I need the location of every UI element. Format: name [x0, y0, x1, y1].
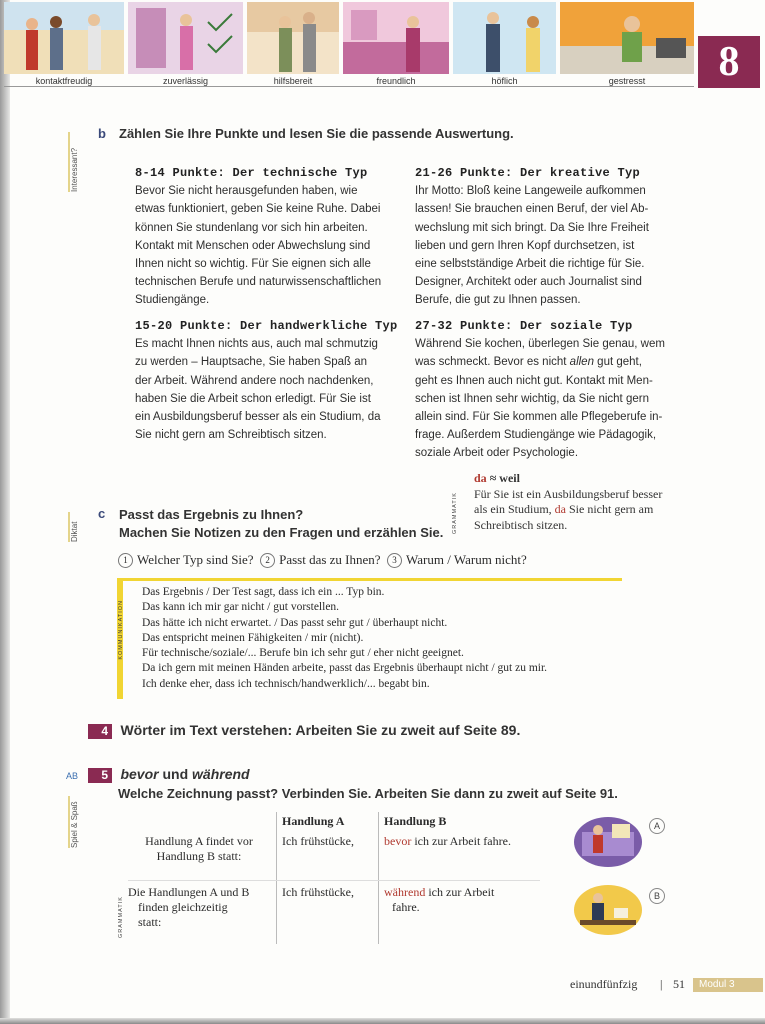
side-tab-spiel-spass: Spiel & Spaß: [68, 796, 80, 848]
modul-badge: Modul 3: [693, 978, 763, 992]
task-b-instruction: Zählen Sie Ihre Punkte und lesen Sie die passende Auswertung.: [119, 126, 514, 141]
table-grammar-label: GRAMMATIK: [118, 896, 124, 938]
caption-freundlich: freundlich: [376, 76, 416, 86]
phrase: Das Ergebnis / Der Test sagt, dass ich ein ... Typ bin.: [142, 586, 385, 598]
illustration-hilfsbereit: [247, 2, 339, 74]
illustration-kontaktfreudig: [4, 2, 124, 74]
phrase: Da ich gern mit meinen Händen arbeite, passt das Ergebnis überhaupt nicht / gut zu mir.: [142, 662, 548, 675]
type-line: [415, 353, 685, 371]
caption-hoeflich: höflich: [491, 76, 518, 86]
caption-kontaktfreudig: kontaktfreudig: [35, 76, 93, 86]
type-line: wechslung mit sich bringt. Da Sie Ihre Freiheit: [415, 221, 649, 234]
row1-handlung-b: [384, 834, 511, 849]
phrase: Das hätte ich nicht erwartet. / Das passt sehr gut / überhaupt nicht.: [142, 616, 448, 629]
type-title: 8-14 Punkte: Der technische Typ: [135, 166, 368, 180]
type-line: Bevor Sie nicht herausgefunden haben, wie: [135, 185, 358, 198]
text-line: [384, 885, 494, 900]
text-fragment: als ein Studium,: [474, 502, 555, 516]
text-fragment: was schmeckt. Bevor es nicht: [415, 356, 570, 369]
task-b-letter: b: [98, 126, 106, 141]
type-line: allein sind. Für Sie kommen alle Pflegeberufe in-: [415, 411, 663, 424]
text-line: fahre.: [392, 900, 420, 914]
type-line: Studiengänge.: [135, 294, 210, 307]
type-line: Während Sie kochen, überlegen Sie genau, wem: [415, 338, 665, 351]
text-fragment: ich zur Arbeit fahre.: [411, 834, 511, 848]
footer-page-number: 51: [673, 977, 685, 991]
type-line: der Arbeit. Während andere noch nachdenken,: [135, 374, 374, 387]
table-header-a: Handlung A: [282, 814, 345, 828]
grammar-title-da: da: [474, 471, 487, 485]
type-line: geht es Ihnen auch nicht gut. Kontakt mit Men-: [415, 374, 653, 387]
grammar-title-rest: ≈ weil: [486, 471, 520, 485]
task-c-letter: c: [98, 506, 106, 521]
task-4-text: Wörter im Text verstehen: Arbeiten Sie zu zweit auf Seite 89.: [120, 722, 521, 738]
task-5-title: [120, 766, 249, 782]
type-line: können Sie stundenlang vor sich hin arbeiten.: [135, 221, 368, 234]
type-line: lassen! Sie brauchen einen Beruf, der viel Ab-: [415, 203, 649, 216]
drawing-a: [572, 814, 644, 870]
side-tab-diktat: Diktat: [68, 512, 80, 542]
label-line: Handlung B statt:: [156, 849, 242, 863]
row1-label: [128, 834, 270, 864]
question-text: Warum / Warum nicht?: [406, 552, 527, 567]
grammar-da: da: [554, 502, 566, 516]
type-title: 15-20 Punkte: Der handwerkliche Typ: [135, 319, 398, 333]
grammar-line: Für Sie ist ein Ausbildungsberuf besser: [474, 486, 663, 501]
task-c-instruction: [119, 506, 443, 542]
grammar-line: [474, 502, 662, 518]
type-technisch: [135, 164, 405, 310]
task-5-instruction: Welche Zeichnung passt? Verbinden Sie. Arbeiten Sie dann zu zweit auf Seite 91.: [118, 786, 618, 801]
side-tab-interessant: Interessant?: [68, 132, 80, 192]
type-line: Ihnen nicht so wichtig. Für Sie eignen sich alle: [135, 258, 371, 271]
row2-handlung-a: Ich frühstücke,: [282, 885, 354, 899]
illustration-strip: [4, 2, 694, 88]
caption-zuverlaessig: zuverlässig: [162, 76, 209, 86]
drawing-b-label: B: [649, 888, 665, 904]
question-text: Welcher Typ sind Sie?: [137, 552, 254, 567]
type-title: 27-32 Punkte: Der soziale Typ: [415, 319, 633, 333]
task-c-line: Passt das Ergebnis zu Ihnen?: [119, 507, 304, 522]
kommunikation-label: KOMMUNIKATION: [118, 600, 124, 660]
header-rule: [4, 86, 694, 87]
illustration-hoeflich: [453, 2, 556, 74]
question-text: Passt das zu Ihnen?: [279, 552, 381, 567]
task-4: [88, 722, 520, 740]
chapter-number: 8: [698, 36, 760, 88]
type-line: schen ist Ihnen sehr wichtig, da Sie nicht gern: [415, 392, 649, 405]
text-fragment: gut geht,: [593, 356, 642, 369]
label-line: Handlung A findet vor: [145, 834, 253, 848]
task-4-number: 4: [88, 724, 112, 739]
grammar-label: GRAMMATIK: [452, 492, 458, 534]
task-5: [88, 766, 250, 784]
task-5-und: und: [158, 766, 193, 782]
illustration-freundlich: [343, 2, 449, 74]
label-line: finden gleichzeitig: [138, 900, 228, 914]
question-number: 3: [387, 553, 402, 568]
row2-label: [128, 885, 273, 930]
footer-separator: |: [660, 977, 663, 991]
type-line: haben Sie die Arbeit schon erledigt. Für Sie ist: [135, 392, 371, 405]
type-line: Berufe, die gut zu Ihnen passen.: [415, 294, 581, 307]
row1-handlung-a: Ich frühstücke,: [282, 834, 354, 848]
phrase: Das kann ich mir gar nicht / gut vorstellen.: [142, 601, 340, 614]
caption-hilfsbereit: hilfsbereit: [273, 76, 313, 86]
label-line: statt:: [138, 915, 162, 929]
type-line: technischen Berufe und naturwissenschaftlichen: [135, 276, 382, 289]
grammar-title: [474, 471, 662, 487]
type-kreativ: [415, 164, 685, 310]
table-header-b: Handlung B: [384, 814, 447, 828]
task-5-bevor: bevor: [120, 766, 159, 782]
drawing-a-label: A: [649, 818, 665, 834]
kommunikation-box: [117, 578, 622, 697]
phrase: Für technische/soziale/... Berufe bin ich sehr gut / eher nicht geeignet.: [142, 647, 464, 660]
table-divider: [276, 812, 277, 944]
table-row-divider: [128, 880, 540, 881]
page-bottom-edge: [0, 1018, 765, 1024]
phrase: Das entspricht meinen Fähigkeiten / mir (nicht).: [142, 631, 364, 644]
question-number: 2: [260, 553, 275, 568]
table-divider: [378, 812, 379, 944]
ab-marker: AB: [66, 771, 79, 781]
book-binding-shadow: [0, 0, 10, 1024]
conjunction-bevor: bevor: [384, 834, 412, 848]
phrase: Ich denke eher, dass ich technisch/handwerklich/... begabt bin.: [142, 677, 430, 690]
type-line: lieben und gern Ihren Kopf durchsetzen, ist: [415, 239, 635, 252]
text-fragment: Sie nicht gern am: [566, 502, 654, 516]
type-line: Kontakt mit Menschen oder Abwechslung sind: [135, 239, 371, 252]
emphasis: allen: [569, 356, 594, 369]
illustration-zuverlaessig: [128, 2, 243, 74]
type-line: Sie nicht gern am Schreibtisch sitzen.: [135, 429, 327, 442]
task-c-questions: [118, 552, 527, 568]
label-line: Die Handlungen A und B: [128, 885, 250, 899]
type-line: Es macht Ihnen nichts aus, auch mal schmutzig: [135, 338, 378, 351]
illustration-gestresst: [560, 2, 694, 74]
type-title: 21-26 Punkte: Der kreative Typ: [415, 166, 641, 180]
caption-gestresst: gestresst: [608, 76, 646, 86]
type-line: Ihr Motto: Bloß keine Langeweile aufkommen: [415, 185, 646, 198]
type-line: ein Ausbildungsberuf besser als ein Studium, da: [135, 411, 381, 424]
type-line: Designer, Architekt oder auch Journalist sind: [415, 276, 642, 289]
type-line: zu werden – Hauptsache, Sie haben Spaß an: [135, 356, 368, 369]
type-handwerklich: [135, 317, 405, 444]
type-line: eine selbstständige Arbeit die richtige für Sie.: [415, 258, 645, 271]
task-5-number: 5: [88, 768, 112, 783]
type-line: soziale Arbeit oder Psychologie.: [415, 447, 579, 460]
type-line: etwas funktioniert, geben Sie keine Ruhe. Dabei: [135, 203, 381, 216]
row2-handlung-b: [384, 885, 494, 915]
grammar-line: Schreibtisch sitzen.: [474, 517, 568, 532]
grammar-box: [474, 471, 662, 533]
type-line: frage. Außerdem Studiengänge wie Pädagogik,: [415, 429, 657, 442]
type-sozial: [415, 317, 685, 463]
text-fragment: ich zur Arbeit: [425, 885, 495, 899]
question-number: 1: [118, 553, 133, 568]
conjunction-waehrend: während: [384, 885, 426, 899]
task-c-line: Machen Sie Notizen zu den Fragen und erzählen Sie.: [119, 525, 444, 540]
footer-page-word: einundfünfzig: [570, 977, 638, 991]
kommunikation-phrases: [142, 585, 547, 692]
task-5-waehrend: während: [192, 766, 250, 782]
drawing-b: [572, 882, 644, 938]
